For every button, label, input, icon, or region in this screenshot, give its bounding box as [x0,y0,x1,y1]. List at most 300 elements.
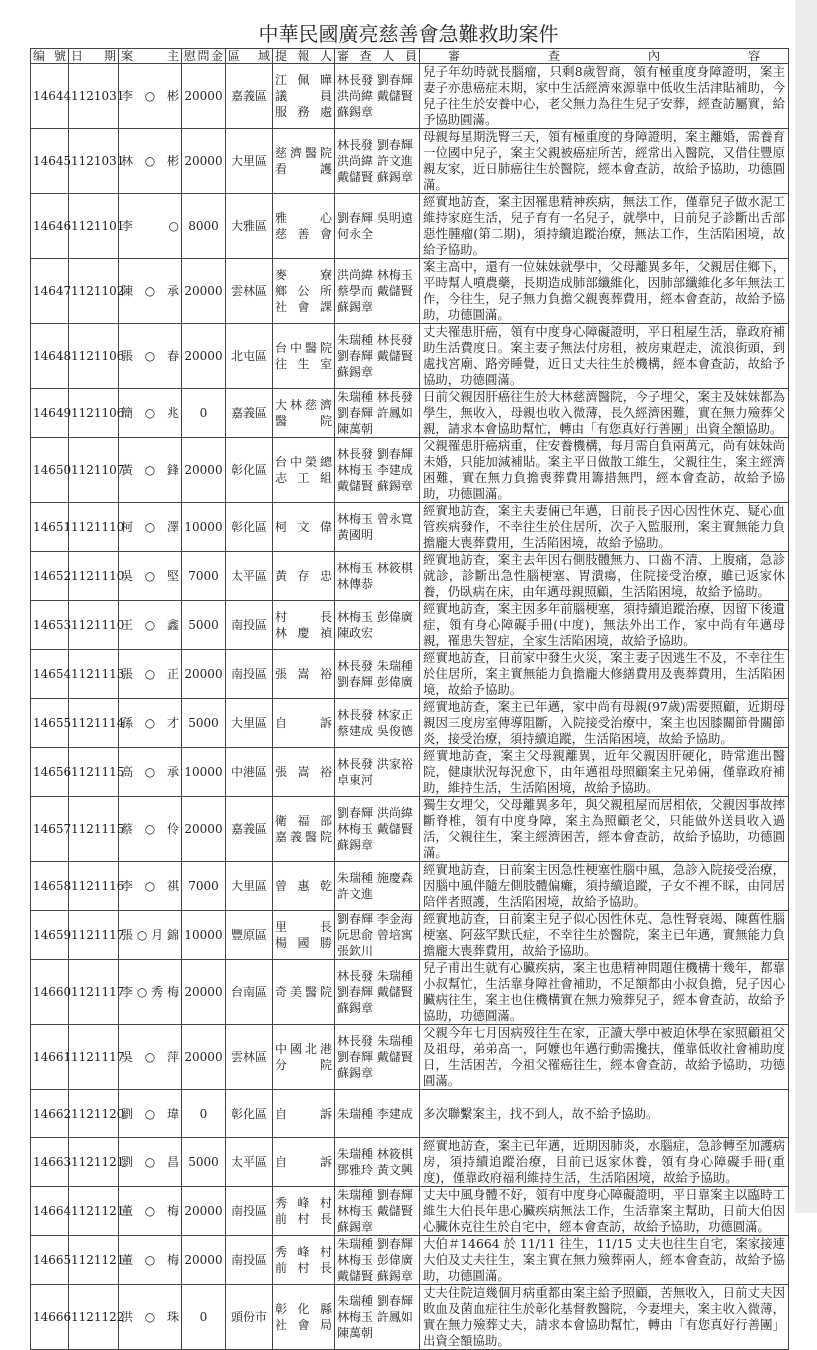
relief-amount: 20000 [182,960,226,1025]
reporter-line: 慈善會 [275,227,332,241]
header-reviewers: 審查人員 [335,49,420,64]
applicant-name: 林○彬 [119,129,182,194]
reporter-line: 服務處 [275,105,332,119]
reporter [273,862,335,911]
reporter-line: 曾惠乾 [275,879,332,893]
case-id: 14659 [31,911,69,960]
reporter-line: 秀峰村 [275,1196,332,1210]
relief-amount: 10000 [182,503,226,552]
reviewer-line: 林梅玉 戴儲賢 [337,822,413,836]
table-row [31,748,789,797]
case-date: 1121117 [69,911,119,960]
case-date: 1121031 [69,129,119,194]
case-id: 14651 [31,503,69,552]
review-content: 多次聯繫案主，找不到人，故不給予協助。 [420,1090,789,1138]
table-row [31,1187,789,1236]
reviewer-line: 劉春輝 吳明遠 [337,211,413,225]
case-date: 1121120 [69,1090,119,1138]
reviewer-line: 朱瑞種 劉春輝 [337,1188,413,1202]
applicant-name: 王○鑫 [119,601,182,650]
review-content: 丈夫中風身體不好，領有中度身心障礙證明，平日靠案主以臨時工維生大伯長年患心臟疾病無法工作，生活靠案主幫助，日前大伯因心臟休克往生於自宅中，經本會查訪，故給予協助，功德圓滿。 [420,1187,789,1236]
area: 南投區 [226,1187,273,1236]
reporter-line: 大林慈濟 [275,398,332,412]
area: 雲林區 [226,259,273,324]
reporter-line: 分院 [275,1058,332,1072]
reporter [273,699,335,748]
reviewer-line: 洪尚緯 戴儲賢 [337,89,413,103]
case-date: 1121117 [69,1025,119,1090]
area: 嘉義區 [226,64,273,129]
reporter-line: 社會局 [275,1318,332,1332]
applicant-name: 簡○兆 [119,389,182,438]
table-row [31,911,789,960]
applicant-name: 劉○昌 [119,1138,182,1187]
area: 大里區 [226,699,273,748]
reviewer-line: 劉春輝 戴儲賢 [337,1050,413,1064]
reporter-line: 江佩曄 [275,73,332,87]
reviewer-line: 蘇錫章 [337,838,374,852]
table-row [31,64,789,129]
review-content: 兒子年幼時就長腦瘤，只剩8歲智商，領有極重度身障證明，案主妻子亦患癌症末期，家中生活經濟來源靠中低收生活津貼補助，今兒子往生於安養中心，老父無力為往生兒子安葬，經查訪屬實，給予協助圓滿。 [420,64,789,129]
case-date: 1121114 [69,699,119,748]
applicant-name: 張○月錦 [119,911,182,960]
area: 大里區 [226,862,273,911]
reporter-line: 自訴 [275,1155,332,1169]
reviewer-line: 林梅玉 彭偉廣 [337,610,413,624]
reviewers [335,699,420,748]
reviewer-line: 陳萬朝 [337,1326,374,1340]
area: 南投區 [226,650,273,699]
reporter [273,194,335,259]
relief-amount: 20000 [182,259,226,324]
case-id: 14661 [31,1025,69,1090]
reporter [273,503,335,552]
case-id: 14654 [31,650,69,699]
reporter-line: 社會課 [275,300,332,314]
reviewer-line: 林長發 朱瑞種 [337,659,413,673]
reviewer-line: 林長發 朱瑞種 [337,1034,413,1048]
reviewer-line: 陳萬朝 [337,422,374,436]
reporter-line: 秀峰村 [275,1245,332,1259]
reporter-line: 奇美醫院 [275,985,332,999]
reviewer-line: 林長發 朱瑞種 [337,969,413,983]
scrollbar-track[interactable] [795,0,817,1213]
reviewer-line: 蘇錫章 [337,1001,374,1015]
reporter-line: 志工組 [275,471,332,485]
reporter-line: 彰化縣 [275,1302,332,1316]
review-content: 經實地訪查，案主已年邁，近期因肺炎，水腦症，急診轉至加護病房，須持續追蹤治療，目前已返家休養，領有身心障礙手冊(重度)，僅靠政府福利維持生活，生活陷困境，故給予協助。 [420,1138,789,1187]
review-content: 日前父親因肝癌往生於大林慈濟醫院，今子埋父，案主及妹妹都為學生，無收入，母親也收入微薄，長久經濟困難，實在無力殮葬父親，請求本會協助幫忙，轉由「有您真好行善團」出資全額協助。 [420,389,789,438]
area: 北屯區 [226,324,273,389]
case-date: 1121116 [69,862,119,911]
reviewer-line: 張欽川 [337,944,374,958]
table-row [31,259,789,324]
case-id: 14652 [31,552,69,601]
reporter-line: 雅心 [275,211,332,225]
case-date: 1121121 [69,1138,119,1187]
reviewers [335,129,420,194]
header-date: 日期 [69,49,119,64]
reviewers [335,194,420,259]
case-id: 14655 [31,699,69,748]
relief-amount: 5000 [182,1138,226,1187]
table-row [31,1025,789,1090]
area: 彰化區 [226,503,273,552]
header-id: 编號 [31,49,69,64]
case-date: 1121115 [69,748,119,797]
reporter-line: 往生室 [275,357,332,371]
table-row [31,438,789,503]
review-content: 父親罹患肝癌病重，住安養機構，每月需自負兩萬元，尚有妹妹尚未婚，只能加減補貼。案主平日做散工維生，父親往生，案主經濟困難，實在無力負擔喪葬費用籌措無門，經本會查訪，故給予協助，功德圓滿。 [420,438,789,503]
table-row [31,503,789,552]
reviewer-line: 蔡建成 吳俊德 [337,724,413,738]
table-row [31,699,789,748]
applicant-name: 董○梅 [119,1236,182,1285]
case-id: 14647 [31,259,69,324]
relief-amount: 0 [182,1285,226,1350]
reviewers [335,748,420,797]
document-title: 中華民國廣亮慈善會急難救助案件 [258,22,559,46]
reporter-line: 衛福部 [275,814,332,828]
table-row [31,194,789,259]
reviewer-line: 劉春輝 許鳳如 [337,406,413,420]
reviewer-line: 戴儲賢 蘇錫章 [337,1269,413,1283]
reviewer-line: 林梅玉 李建成 [337,463,413,477]
review-content: 兒子甫出生就有心臟疾病，案主也患精神問題住機構十幾年，都靠小叔幫忙，生活靠身障社會補助，不足額都由小叔負擔，兒子因心臟病往生，案主也住機構實在無力殮葬兒子，經本會查訪，故給予協助，功德圓滿。 [420,960,789,1025]
reporter-line: 慈濟醫院 [275,146,332,160]
applicant-name: 陳○承 [119,259,182,324]
reporter-line: 柯文偉 [275,520,332,534]
reviewer-line: 朱瑞種 劉春輝 [337,1294,413,1308]
reviewers [335,1090,420,1138]
reviewer-line: 朱瑞種 李建成 [337,1106,413,1121]
reviewer-line: 戴儲賢 蘇錫章 [337,479,413,493]
applicant-name: 蔡○伶 [119,797,182,862]
reviewer-line: 林梅玉 曾永寬 [337,512,413,526]
reviewer-line: 黃國明 [337,528,374,542]
reviewers [335,1025,420,1090]
reviewer-line: 鄧雅玲 黃文興 [337,1163,413,1177]
relief-amount: 0 [182,1090,226,1138]
case-id: 14662 [31,1090,69,1138]
reviewer-line: 蘇錫章 [337,300,374,314]
reviewer-line: 林長發 劉春輝 [337,138,413,152]
case-date: 1121110 [69,552,119,601]
applicant-name: 李○祺 [119,862,182,911]
relief-amount: 8000 [182,194,226,259]
review-content: 父親今年七月因病歿往生在家，正讀大學中被迫休學在家照顧祖父及祖母，弟弟高一，阿嬤也年邁行動需攙扶，僅靠低收社會補助度日，生活困苦，今祖父罹癌往生，經本會查訪，故給予協助，功德圓滿。 [420,1025,789,1090]
relief-amount: 7000 [182,862,226,911]
reviewer-line: 許文進 [337,887,374,901]
table-row [31,1090,789,1138]
reporter [273,960,335,1025]
reviewer-line: 戴儲賢 蘇錫章 [337,170,413,184]
relief-amount: 10000 [182,911,226,960]
table-row [31,1285,789,1350]
reporter [273,324,335,389]
case-id: 14658 [31,862,69,911]
case-id: 14666 [31,1285,69,1350]
reporter-line: 自訴 [275,716,332,730]
reporter-line: 前村長 [275,1212,332,1226]
reviewer-line: 林長發 林家正 [337,708,413,722]
reporter-line: 張嵩裕 [275,667,332,681]
relief-amount: 7000 [182,552,226,601]
area: 中港區 [226,748,273,797]
reporter [273,1090,335,1138]
table-row [31,862,789,911]
case-date: 1121113 [69,650,119,699]
review-content: 經實地訪查，案主已年邁，家中尚有母親(97歲)需要照顧，近期母親因三度房室傳導阻斷，入院接受治療中，案主也因膝關節骨關節炎，接受治療，須持續追蹤，生活陷困境，故給予協助。 [420,699,789,748]
case-id: 14653 [31,601,69,650]
reporter [273,1285,335,1350]
reviewers [335,1285,420,1350]
reviewer-line: 蘇錫章 [337,105,374,119]
table-row [31,552,789,601]
table-body [31,64,789,1350]
applicant-name: 洪○珠 [119,1285,182,1350]
applicant-name: 吳○萍 [119,1025,182,1090]
reviewers [335,1187,420,1236]
reviewer-line: 林長發 洪家裕 [337,757,413,771]
reviewer-line: 蘇錫章 [337,1066,374,1080]
reviewers [335,552,420,601]
relief-amount: 20000 [182,1025,226,1090]
review-content: 大伯＃14664 於 11/11 往生，11/15 丈夫也往生自宅，案家接連大伯及丈夫往生，案主實在無力殮葬兩人，經本會查訪，故給予協助，功德圓滿。 [420,1236,789,1285]
reviewer-line: 朱瑞種 林長發 [337,390,413,404]
case-id: 14646 [31,194,69,259]
reporter [273,650,335,699]
reviewer-line: 林梅玉 彭偉廣 [337,1253,413,1267]
review-content: 案主高中，還有一位妹妹就學中，父母離異多年，父親居住鄉下，平時幫人噴農藥，長期造成肺部纖維化，因肺部纖維化多年無法工作，今往生，兒子無力負擔父親喪葬費用，經本會查訪，故給予協助，功德圓滿。 [420,259,789,324]
table-header-row [31,49,789,64]
applicant-name: 李○ [119,194,182,259]
reviewer-line: 洪尚緯 許文進 [337,154,413,168]
case-date: 1121115 [69,797,119,862]
review-content: 經實地訪查，日前家中發生火災，案主妻子因逃生不及，不幸往生於住居所，案主實無能力負擔龐大修繕費用及喪葬費用，生活陷困境，故給予協助。 [420,650,789,699]
reviewer-line: 林梅玉 林筱棋 [337,561,413,575]
reporter [273,797,335,862]
reporter [273,438,335,503]
applicant-name: 李○秀梅 [119,960,182,1025]
area: 太平區 [226,552,273,601]
reporter-line: 前村長 [275,1261,332,1275]
reviewer-line: 朱瑞種 劉春輝 [337,1237,413,1251]
case-id: 14664 [31,1187,69,1236]
reviewer-line: 劉春輝 李金海 [337,912,413,926]
reporter [273,259,335,324]
reporter [273,389,335,438]
case-date: 1121122 [69,1285,119,1350]
table-row [31,960,789,1025]
review-content: 丈夫住院這幾個月病重都由案主給予照顧，苦無收入，日前丈夫因敗血及菌血症往生於彰化基督教醫院，今妻埋夫，案主收入微薄，實在無力殮葬丈夫，請求本會協助幫忙，轉由「有您真好行善團」出資全額協助。 [420,1285,789,1350]
relief-amount: 20000 [182,64,226,129]
reporter [273,748,335,797]
reviewers [335,601,420,650]
reporter [273,601,335,650]
case-id: 14648 [31,324,69,389]
reviewer-line: 阮思俞 曾培寓 [337,928,413,942]
header-area: 區域 [226,49,273,64]
reporter [273,1138,335,1187]
relief-amount: 20000 [182,438,226,503]
header-review-content: 審查內容 [420,49,789,64]
case-date: 1121031 [69,64,119,129]
reviewer-line: 林梅玉 戴儲賢 [337,1204,413,1218]
review-content: 經實地訪查，案主夫妻倆已年邁，日前長子因心因性休克、疑心血管疾病發作，不幸往生於住居所，次子入監服刑，案主實無能力負擔龐大喪葬費用，生活陷困境，故給予協助。 [420,503,789,552]
reviewer-line: 劉春輝 洪尚緯 [337,806,413,820]
relief-amount: 5000 [182,699,226,748]
review-content: 丈夫罹患肝癌，領有中度身心障礙證明，平日租屋生活，靠政府補助生活費度日。案主妻子無法付房租，被房東趕走，流浪街頭，到處找宮廟、路旁睡覺，近日丈夫往生於機構，經本會查訪，故給予協助，功德圓滿。 [420,324,789,389]
reviewer-line: 何永全 [337,227,374,241]
reviewer-line: 陳政宏 [337,626,374,640]
applicant-name: 高○承 [119,748,182,797]
reporter-line: 麥寮 [275,268,332,282]
reviewers [335,438,420,503]
reviewers [335,862,420,911]
reporter [273,911,335,960]
applicant-name: 張○春 [119,324,182,389]
reporter-line: 中國北港 [275,1042,332,1056]
table-row [31,389,789,438]
area: 嘉義區 [226,389,273,438]
reporter-line: 議員 [275,89,332,103]
reporter-line: 醫院 [275,414,332,428]
case-id: 14645 [31,129,69,194]
reporter [273,64,335,129]
case-date: 1121107 [69,438,119,503]
case-date: 1121117 [69,960,119,1025]
reviewers [335,1138,420,1187]
reviewer-line: 卓東河 [337,773,374,787]
relief-amount: 0 [182,389,226,438]
case-date: 1121102 [69,259,119,324]
reviewers [335,650,420,699]
header-amount: 慰問金 [182,49,226,64]
relief-amount: 5000 [182,601,226,650]
area: 太平區 [226,1138,273,1187]
applicant-name: 孫○才 [119,699,182,748]
case-date: 1121106 [69,389,119,438]
reporter-line: 鄉公所 [275,284,332,298]
table-row [31,601,789,650]
reviewers [335,797,420,862]
reporter [273,1236,335,1285]
reviewer-line: 朱瑞種 施慶森 [337,871,413,885]
reviewer-line: 劉春輝 戴儲賢 [337,985,413,999]
reviewer-line: 洪尚緯 林梅玉 [337,268,413,282]
reporter [273,1187,335,1236]
reviewers [335,503,420,552]
applicant-name: 吳○堅 [119,552,182,601]
area: 頭份市 [226,1285,273,1350]
reporter-line: 黃存忠 [275,569,332,583]
area: 雲林區 [226,1025,273,1090]
header-applicant: 案主 [119,49,182,64]
table-row [31,324,789,389]
reviewer-line: 劉春輝 戴儲賢 [337,349,413,363]
reporter-line: 自訴 [275,1106,332,1121]
applicant-name: 柯○澤 [119,503,182,552]
table-row [31,129,789,194]
reporter-line: 楊國勝 [275,936,332,950]
area: 嘉義區 [226,797,273,862]
reviewer-line: 林長發 劉春輝 [337,447,413,461]
applicant-name: 張○正 [119,650,182,699]
relief-amount: 10000 [182,748,226,797]
case-id: 14656 [31,748,69,797]
table-row [31,1138,789,1187]
review-content: 經實地訪查，案主父母親離異，近年父親因肝硬化，時常進出醫院，健康狀況每況愈下，由年邁祖母照顧案主兄弟倆，僅靠政府補助，維持生活，生活陷困境，故給予協助。 [420,748,789,797]
relief-amount: 20000 [182,650,226,699]
review-content: 母親每星期洗腎三天，領有極重度的身障證明，案主離婚，需養育一位國中兒子，案主父親被癌症所苦，經常出入醫院，又借住豐原親友家，近日肺癌往生於醫院，經本會查訪，故給予協助，功德圓滿。 [420,129,789,194]
case-id: 14663 [31,1138,69,1187]
case-date: 1121121 [69,1236,119,1285]
review-content: 經實地訪查，日前案主兒子似心因性休克、急性腎衰竭、陳舊性腦梗塞、阿茲罕默氏症，不幸往生於醫院，案主已年邁，實無能力負擔龐大喪葬費用，故給予協助。 [420,911,789,960]
review-content: 經實地訪查，案主因罹患精神疾病，無法工作，僅靠兒子做水泥工維持家庭生活，兒子育有一名兒子，就學中，日前兒子診斷出舌部惡性腫瘤(第二期)，須持續追蹤治療，無法工作，生活陷困境，故給予協助。 [420,194,789,259]
case-date: 1121106 [69,324,119,389]
reporter-line: 張嵩裕 [275,765,332,779]
applicant-name: 黃○鋒 [119,438,182,503]
applicant-name: 董○梅 [119,1187,182,1236]
reviewer-line: 蘇錫章 [337,365,374,379]
area: 大雅區 [226,194,273,259]
relief-amount: 20000 [182,797,226,862]
reporter-line: 嘉義醫院 [275,830,332,844]
reporter-line: 林慶禎 [275,626,332,640]
reviewer-line: 林梅玉 許鳳如 [337,1310,413,1324]
reviewer-line: 朱瑞種 林筱棋 [337,1147,413,1161]
reviewer-line: 朱瑞種 林長發 [337,333,413,347]
review-content: 經實地訪查，案主去年因右側肢體無力、口齒不清、上腹痛，急診就診，診斷出急性腦梗塞、胃潰瘍，住院接受治療，雖已返家休養，仍臥病在床，由年邁母親照顧，生活陷困境，故給予協助。 [420,552,789,601]
case-id: 14657 [31,797,69,862]
reporter-line: 里長 [275,920,332,934]
review-content: 經實地訪查，日前案主因急性梗塞性腦中風，急診入院接受治療，因腦中風伴隨左側肢體偏癱，須持續追蹤，子女不裡不睬，由同居陪伴者照護，生活陷困境，故給予協助。 [420,862,789,911]
table-row [31,797,789,862]
case-date: 1121110 [69,503,119,552]
case-date: 1121121 [69,1187,119,1236]
relief-amount: 20000 [182,1187,226,1236]
reviewer-line: 林傳恭 [337,577,374,591]
case-id: 14650 [31,438,69,503]
area: 南投區 [226,601,273,650]
reviewer-line: 林長發 劉春輝 [337,73,413,87]
area: 南投區 [226,1236,273,1285]
case-date: 1121101 [69,194,119,259]
reporter-line: 台中榮總 [275,455,332,469]
relief-amount: 20000 [182,324,226,389]
reviewer-line: 蘇錫章 [337,1220,374,1234]
reporter [273,1025,335,1090]
case-id: 14660 [31,960,69,1025]
applicant-name: 劉○瑋 [119,1090,182,1138]
reviewers [335,1236,420,1285]
reviewer-line: 蔡學而 戴儲賢 [337,284,413,298]
area: 大里區 [226,129,273,194]
case-id: 14665 [31,1236,69,1285]
area: 彰化區 [226,1090,273,1138]
area: 台南區 [226,960,273,1025]
relief-amount: 20000 [182,1236,226,1285]
reporter-line: 看護 [275,162,332,176]
case-id: 14649 [31,389,69,438]
case-id: 14644 [31,64,69,129]
reviewers [335,259,420,324]
reviewers [335,64,420,129]
reporter-line: 村長 [275,610,332,624]
review-content: 獨生女埋父，父母離異多年，與父親租屋而居相依，父親因事故摔斷脊椎，領有中度身障，案主為照顧老父，只能做外送員收入過活，父親往生，案主經濟困苦，經本會查訪，故給予協助，功德圓滿。 [420,797,789,862]
area: 彰化區 [226,438,273,503]
